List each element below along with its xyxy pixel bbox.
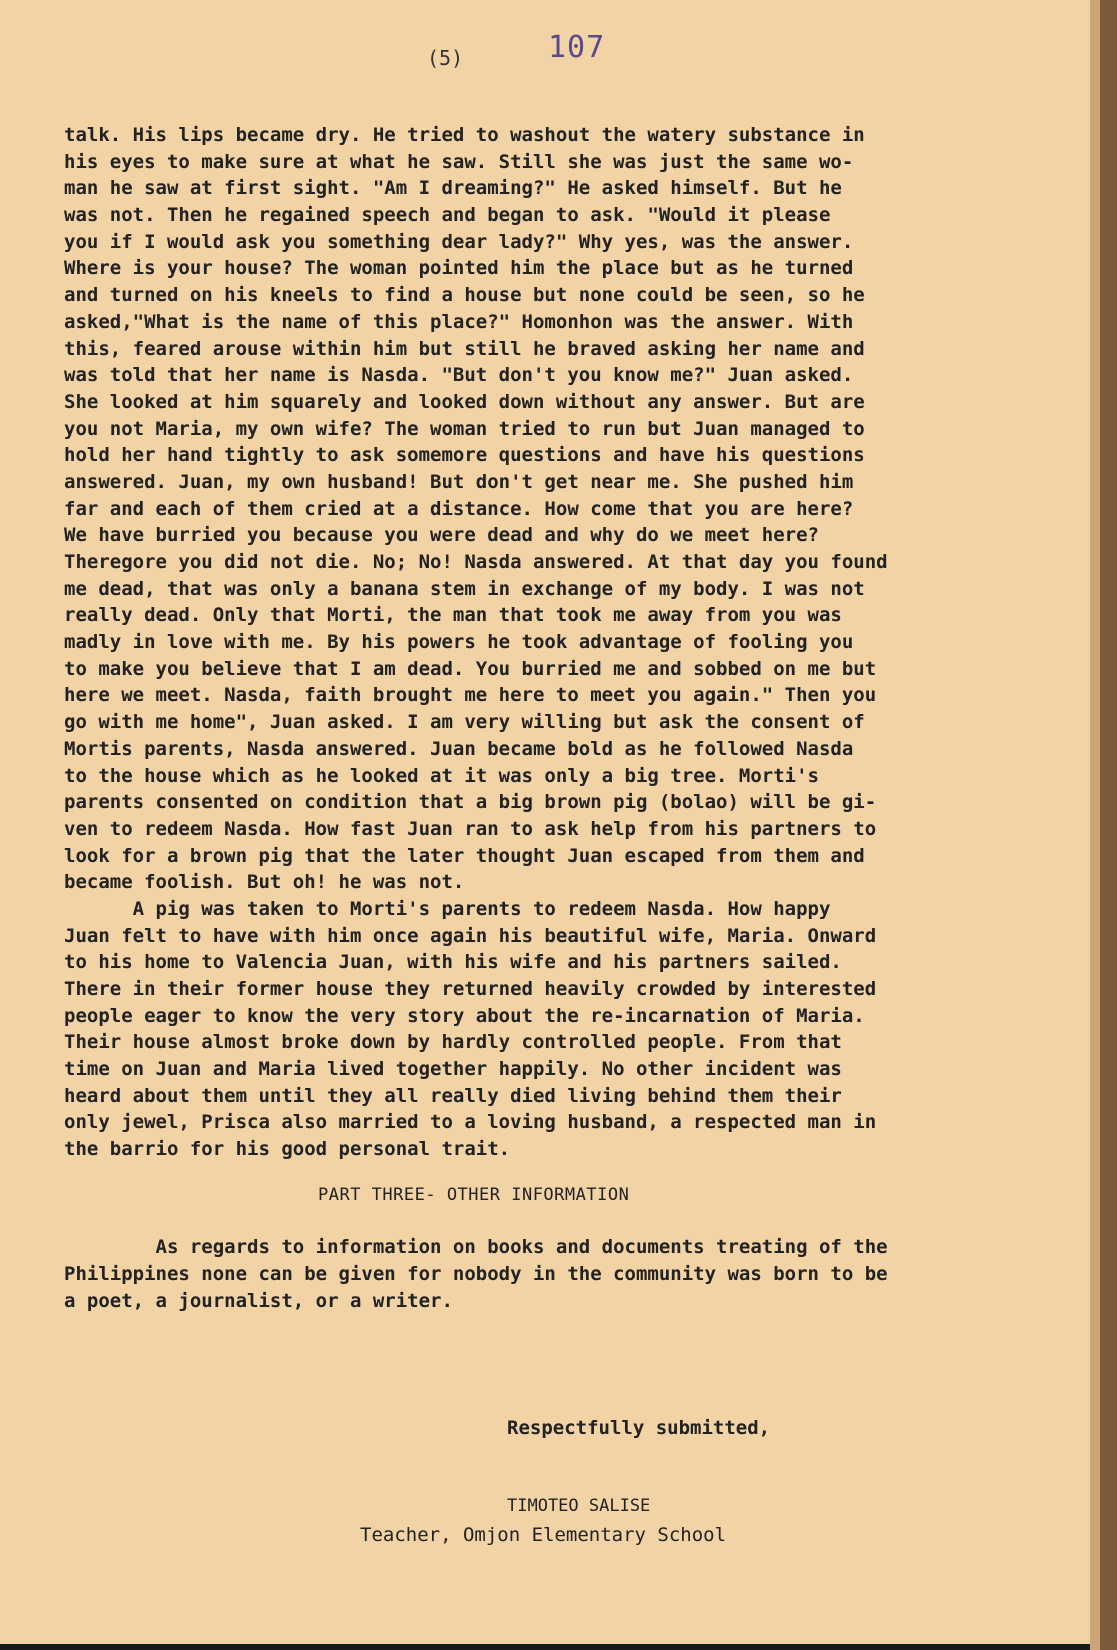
text-line: this, feared arouse within him but still he braved asking her name and [64, 337, 865, 360]
stamped-page-number: 107 [548, 30, 606, 65]
text-line: asked,"What is the name of this place?" Homonhon was the answer. With [64, 310, 854, 333]
text-line: hold her hand tightly to ask somemore questions and have his questions [64, 444, 865, 467]
text-line: really dead. Only that Morti, the man that took me away from you was [64, 604, 842, 627]
text-line: Where is your house? The woman pointed him the place but as he turned [64, 257, 854, 280]
closing-line: Respectfully submitted, [507, 1417, 771, 1439]
text-line: time on Juan and Maria lived together happily. No other incident was [64, 1058, 842, 1081]
signature-title: Teacher, Omjon Elementary School [360, 1524, 727, 1546]
other-information-paragraph [64, 1234, 1004, 1315]
text-line: Theregore you did not die. No; No! Nasda answered. At that day you found [64, 551, 888, 573]
text-line: became foolish. But oh! he was not. [64, 871, 465, 894]
text-line: and turned on his kneels to find a house but none could be seen, so he [64, 284, 865, 307]
text-line: the barrio for his good personal trait. [64, 1138, 511, 1161]
text-line: go with me home", Juan asked. I am very willing but ask the consent of [64, 711, 865, 734]
text-line: Juan felt to have with him once again his beautiful wife, Maria. Onward [64, 924, 877, 947]
text-line: parents consented on condition that a big brown pig (bolao) will be gi- [64, 791, 877, 814]
text-line: me dead, that was only a banana stem in exchange of my body. I was not [64, 577, 865, 600]
scan-bottom-edge [0, 1644, 1100, 1650]
text-line: Philippines none can be given for nobody in the community was born to be [64, 1263, 888, 1285]
text-line: man he saw at first sight. "Am I dreaming?" He asked himself. But he [64, 177, 842, 200]
text-line: heard about them until they all really died living behind them their [64, 1084, 842, 1107]
text-line: ven to redeem Nasda. How fast Juan ran to ask help from his partners to [64, 817, 877, 840]
text-line: to make you believe that I am dead. You burried me and sobbed on me but [64, 657, 877, 680]
text-line: answered. Juan, my own husband! But don't get near me. She pushed him [64, 470, 854, 493]
text-line: was told that her name is Nasda. "But don't you know me?" Juan asked. [64, 364, 854, 387]
text-line: his eyes to make sure at what he saw. Still she was just the same wo- [64, 150, 854, 173]
text-line: you if I would ask you something dear lady?" Why yes, was the answer. [64, 230, 854, 253]
text-line: madly in love with me. By his powers he took advantage of fooling you [64, 631, 854, 654]
page-marker: (5) [427, 46, 464, 70]
text-line: Their house almost broke down by hardly controlled people. From that [64, 1031, 842, 1054]
text-line: look for a brown pig that the later thought Juan escaped from them and [64, 844, 865, 867]
text-line: was not. Then he regained speech and began to ask. "Would it please [64, 204, 831, 227]
text-line: As regards to information on books and documents treating of the [64, 1236, 888, 1258]
text-line: people eager to know the very story about the re-incarnation of Maria. [64, 1004, 865, 1027]
text-line: There in their former house they returned heavily crowded by interested [64, 978, 877, 1000]
text-line: Mortis parents, Nasda answered. Juan became bold as he followed Nasda [64, 737, 854, 760]
text-line: talk. His lips became dry. He tried to washout the watery substance in [64, 124, 865, 146]
section-heading: PART THREE- OTHER INFORMATION [318, 1185, 630, 1205]
text-line: only jewel, Prisca also married to a loving husband, a respected man in [64, 1111, 877, 1134]
text-line: far and each of them cried at a distance. How come that you are here? [64, 497, 854, 520]
text-line: to the house which as he looked at it was only a big tree. Morti's [64, 764, 819, 787]
story-body [64, 122, 1004, 1163]
text-line: to his home to Valencia Juan, with his wife and his partners sailed. [64, 951, 842, 974]
text-line: She looked at him squarely and looked down without any answer. But are [64, 390, 865, 413]
signature-name: TIMOTEO SALISE [507, 1496, 651, 1516]
text-line: a poet, a journalist, or a writer. [64, 1290, 453, 1312]
binding-edge [1090, 0, 1100, 1650]
text-line: here we meet. Nasda, faith brought me here to meet you again." Then you [64, 684, 877, 707]
binding-strip [1100, 0, 1117, 1650]
text-line: A pig was taken to Morti's parents to redeem Nasda. How happy [64, 897, 831, 920]
text-line: We have burried you because you were dead and why do we meet here? [64, 524, 819, 547]
text-line: you not Maria, my own wife? The woman tried to run but Juan managed to [64, 417, 865, 440]
